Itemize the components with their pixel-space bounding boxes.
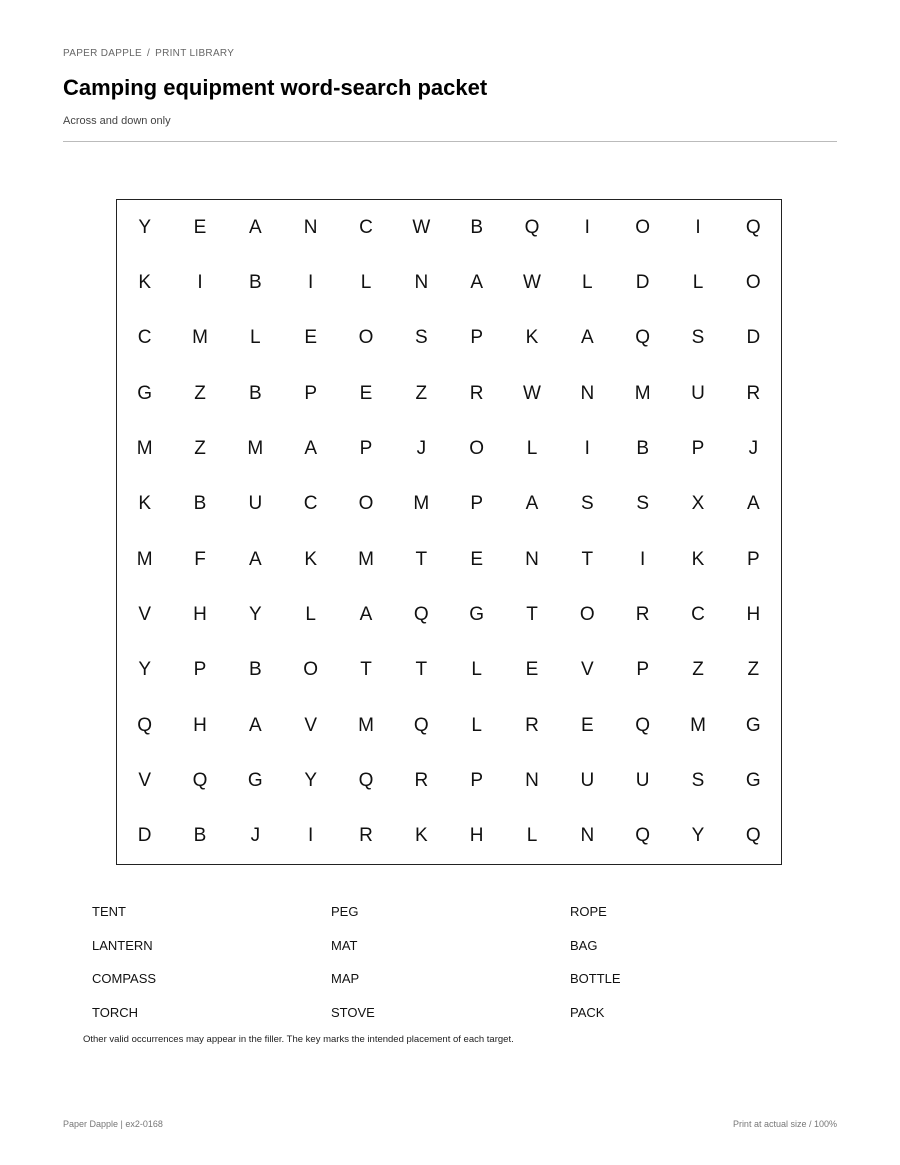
grid-cell: E [304, 327, 317, 349]
grid-cell: M [413, 493, 430, 515]
grid-cell: U [635, 769, 650, 791]
grid-cell: N [414, 271, 429, 293]
grid-cell: A [470, 271, 483, 293]
grid-cell: W [523, 382, 541, 404]
grid-cell: M [136, 548, 153, 570]
grid-cell: L [526, 437, 538, 459]
grid-cell: I [308, 825, 314, 847]
grid-cell: Y [248, 603, 262, 625]
grid-cell: P [746, 548, 760, 570]
grid-cell: O [635, 216, 651, 238]
grid-cell: F [194, 548, 206, 570]
grid-cell: Q [635, 825, 651, 847]
grid-cell: P [470, 493, 483, 515]
grid-cell: B [470, 216, 483, 238]
grid-cell: Z [194, 437, 206, 459]
grid-cell: B [636, 437, 649, 459]
breadcrumb-section: PRINT LIBRARY [155, 48, 235, 59]
grid-cell: L [471, 659, 482, 681]
grid-cell: R [746, 382, 761, 404]
grid-cell: O [358, 327, 374, 349]
grid-cell: L [250, 327, 261, 349]
grid-cell: L [360, 271, 372, 293]
grid-cell: G [247, 769, 263, 791]
breadcrumb-brand: PAPER DAPPLE [63, 48, 143, 59]
grid-cell: S [636, 493, 649, 515]
grid-cell: T [581, 548, 594, 570]
grid-cell: Y [138, 216, 151, 238]
grid-cell: I [640, 548, 646, 570]
grid-cell: W [412, 216, 431, 238]
grid-cell: Q [413, 603, 429, 625]
grid-cell: E [580, 714, 594, 736]
word-list-item: BOTTLE [570, 971, 621, 986]
grid-cell: R [359, 825, 373, 847]
grid-cell: S [414, 327, 428, 349]
grid-cell: H [193, 714, 207, 736]
word-list-item: ROPE [570, 904, 607, 919]
grid-cell: N [525, 548, 539, 570]
grid-cell: B [248, 382, 262, 404]
grid-cell: G [469, 603, 485, 625]
grid-cell: Q [358, 769, 374, 791]
grid-cell: X [691, 493, 705, 515]
grid-cell: T [526, 603, 538, 625]
grid-cell: J [416, 437, 427, 459]
grid-cell: P [193, 659, 207, 681]
grid-cell: U [580, 769, 595, 791]
grid-cell: Z [747, 659, 760, 681]
grid-cell: Q [635, 714, 651, 736]
grid-cell: A [248, 714, 262, 736]
grid-cell: L [526, 825, 538, 847]
grid-cell: H [469, 825, 484, 847]
word-list-item: PEG [331, 904, 359, 919]
grid-cell: K [304, 548, 317, 570]
grid-cell: S [691, 769, 705, 791]
grid-cell: I [584, 216, 590, 238]
grid-cell: L [692, 271, 704, 293]
grid-cell: Q [524, 216, 540, 238]
grid-cell: G [745, 769, 761, 791]
grid-cell: E [525, 659, 539, 681]
grid-cell: A [359, 603, 373, 625]
grid-cell: L [582, 271, 593, 293]
filler-note: Other valid occurrences may appear in the filler. The key marks the intended placement of each target. [83, 1034, 514, 1045]
word-list-item: MAT [331, 937, 358, 953]
grid-cell: L [305, 603, 316, 625]
grid-cell: E [470, 548, 483, 570]
word-list-item: BAG [570, 937, 598, 953]
grid-cell: B [248, 659, 262, 681]
grid-cell: C [137, 327, 152, 349]
grid-cell: K [138, 493, 151, 515]
letter-grid [116, 199, 782, 865]
grid-cell: K [691, 548, 705, 570]
grid-cell: R [525, 714, 539, 736]
grid-cell: Z [194, 382, 206, 404]
grid-cell: I [197, 271, 203, 293]
footer-id: Paper Dapple | ex2-0168 [63, 1119, 163, 1129]
grid-cell: D [746, 327, 761, 349]
grid-cell: O [303, 659, 319, 681]
grid-cell: N [303, 216, 318, 238]
grid-cell: Q [635, 327, 651, 349]
grid-cell: S [691, 327, 705, 349]
grid-cell: G [745, 714, 761, 736]
grid-cell: V [304, 714, 317, 736]
grid-cell: Y [304, 769, 317, 791]
breadcrumb [63, 48, 234, 59]
grid-cell: R [635, 603, 650, 625]
grid-cell: Q [137, 714, 153, 736]
grid-cell: D [137, 825, 152, 847]
word-list-item: TENT [92, 904, 126, 919]
grid-cell: J [748, 437, 759, 459]
grid-cell: N [525, 769, 539, 791]
word-list-item: MAP [331, 971, 360, 986]
grid-cell: B [193, 493, 207, 515]
grid-cell: P [470, 769, 483, 791]
grid-cell: B [193, 825, 207, 847]
grid-cell: M [247, 437, 264, 459]
grid-cell: P [470, 327, 483, 349]
grid-cell: C [691, 603, 705, 625]
word-list-item: TORCH [92, 1004, 138, 1020]
grid-cell: M [634, 382, 651, 404]
grid-cell: E [193, 216, 207, 238]
grid-cell: Z [692, 659, 704, 681]
grid-cell: B [248, 271, 262, 293]
grid-cell: A [525, 493, 539, 515]
breadcrumb-separator: / [147, 48, 151, 59]
grid-cell: M [136, 437, 153, 459]
grid-cell: D [635, 271, 650, 293]
grid-cell: O [469, 437, 485, 459]
grid-cell: V [580, 659, 594, 681]
word-list [92, 900, 812, 1034]
grid-cell: H [746, 603, 761, 625]
grid-cell: M [358, 714, 374, 736]
grid-cell: G [137, 382, 153, 404]
word-list-item: LANTERN [92, 937, 153, 953]
word-list-item: PACK [570, 1004, 605, 1020]
grid-cell: K [525, 327, 539, 349]
grid-cell: P [304, 382, 317, 404]
grid-cell: C [303, 493, 318, 515]
grid-cell: A [248, 548, 262, 570]
grid-cell: Q [745, 825, 761, 847]
grid-cell: L [471, 714, 482, 736]
grid-cell: K [138, 271, 151, 293]
grid-cell: V [138, 603, 151, 625]
grid-cell: N [580, 382, 595, 404]
grid-cell: Q [413, 714, 429, 736]
grid-cell: N [580, 825, 595, 847]
page-subtitle: Across and down only [63, 115, 171, 127]
grid-cell: Q [192, 769, 208, 791]
grid-cell: P [359, 437, 373, 459]
grid-cell: I [584, 437, 590, 459]
grid-cell: R [414, 769, 429, 791]
grid-cell: T [415, 659, 428, 681]
grid-cell: A [248, 216, 262, 238]
grid-cell: I [308, 271, 314, 293]
page-title: Camping equipment word-search packet [63, 75, 488, 100]
grid-cell: Z [415, 382, 428, 404]
grid-cell: O [358, 493, 374, 515]
grid-cell: S [580, 493, 594, 515]
grid-cell: M [192, 327, 208, 349]
word-list-item: COMPASS [92, 971, 157, 986]
grid-cell: I [695, 216, 701, 238]
grid-cell: A [304, 437, 317, 459]
grid-cell: A [580, 327, 594, 349]
grid-cell: P [636, 659, 649, 681]
grid-cell: O [745, 271, 761, 293]
grid-cell: O [579, 603, 595, 625]
footer-print-note: Print at actual size / 100% [732, 1119, 837, 1129]
grid-cell: Q [745, 216, 761, 238]
grid-cell: C [359, 216, 373, 238]
grid-cell: U [691, 382, 705, 404]
grid-cell: E [359, 382, 373, 404]
header-divider [63, 141, 837, 142]
grid-cell: K [414, 825, 428, 847]
grid-cell: R [469, 382, 484, 404]
grid-cell: T [415, 548, 428, 570]
word-list-item: STOVE [331, 1004, 375, 1020]
grid-cell: W [523, 271, 541, 293]
grid-cell: Y [138, 659, 151, 681]
grid-cell: J [250, 825, 261, 847]
grid-cell: T [360, 659, 372, 681]
grid-cell: M [690, 714, 706, 736]
grid-cell: A [746, 493, 760, 515]
grid-cell: P [691, 437, 705, 459]
grid-cell: H [193, 603, 207, 625]
grid-cell: U [248, 493, 263, 515]
grid-cell: V [138, 769, 151, 791]
grid-cell: Y [691, 825, 705, 847]
grid-cell: M [358, 548, 374, 570]
